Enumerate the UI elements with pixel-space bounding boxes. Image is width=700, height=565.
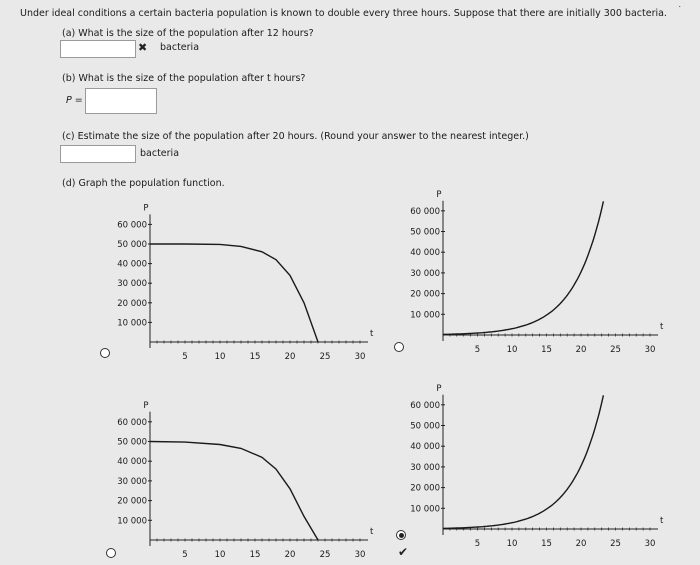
y-tick-label: 60 000 xyxy=(410,400,440,411)
part-a-answer-input[interactable] xyxy=(60,40,136,58)
y-tick-label: 50 000 xyxy=(117,240,147,250)
x-tick-label: 10 xyxy=(506,539,518,549)
y-tick-label: 20 000 xyxy=(410,289,440,300)
corner-mark: ˙ xyxy=(677,6,682,16)
y-axis-label: P xyxy=(143,203,149,214)
part-c-answer-input[interactable] xyxy=(60,145,136,163)
x-tick-label: 5 xyxy=(474,345,481,355)
part-a-unit: bacteria xyxy=(160,42,200,53)
y-tick-label: 60 000 xyxy=(410,206,440,217)
x-tick-label: 15 xyxy=(541,345,552,355)
population-curve xyxy=(443,201,603,334)
part-b-label: P = xyxy=(66,95,83,106)
y-axis-label: P xyxy=(143,400,149,411)
population-curve xyxy=(150,244,318,342)
x-tick-label: 30 xyxy=(354,550,366,560)
x-tick-label: 15 xyxy=(249,352,261,362)
x-axis-label: t xyxy=(370,527,374,537)
y-tick-label: 30 000 xyxy=(117,279,147,290)
population-curve xyxy=(443,395,603,528)
graph-option-1-radio[interactable] xyxy=(100,348,110,358)
y-tick-label: 30 000 xyxy=(117,476,147,487)
x-tick-label: 25 xyxy=(610,345,621,355)
population-curve xyxy=(150,442,318,541)
x-tick-label: 20 xyxy=(575,345,587,355)
part-d-question: (d) Graph the population function. xyxy=(62,178,225,189)
x-tick-label: 5 xyxy=(182,550,188,560)
y-tick-label: 40 000 xyxy=(410,442,440,453)
y-tick-label: 50 000 xyxy=(117,437,147,448)
x-tick-label: 10 xyxy=(214,352,226,362)
graph-option-2 xyxy=(400,190,665,355)
y-tick-label: 20 000 xyxy=(117,496,147,507)
y-axis-label: P xyxy=(436,189,442,200)
y-tick-label: 40 000 xyxy=(410,248,440,259)
y-tick-label: 20 000 xyxy=(410,483,440,494)
y-tick-label: 10 000 xyxy=(410,504,440,515)
y-tick-label: 30 000 xyxy=(410,462,440,473)
x-tick-label: 30 xyxy=(644,345,656,355)
x-tick-label: 25 xyxy=(610,539,621,549)
y-tick-label: 10 000 xyxy=(410,310,440,321)
x-tick-label: 5 xyxy=(182,352,188,362)
x-axis-label: t xyxy=(370,329,374,339)
part-a-question: (a) What is the size of the population after 12 hours? xyxy=(62,28,314,39)
x-tick-label: 10 xyxy=(506,345,518,355)
x-tick-label: 10 xyxy=(214,550,226,560)
x-tick-label: 15 xyxy=(249,550,261,560)
y-tick-label: 50 000 xyxy=(410,421,440,432)
y-tick-label: 10 000 xyxy=(117,516,147,527)
x-tick-label: 20 xyxy=(575,539,587,549)
incorrect-x-icon: ✖ xyxy=(138,41,148,54)
part-b-answer-input[interactable] xyxy=(85,88,157,114)
x-tick-label: 20 xyxy=(284,550,296,560)
x-tick-label: 25 xyxy=(319,550,331,560)
x-tick-label: 30 xyxy=(354,352,366,362)
x-axis-label: t xyxy=(660,516,664,526)
part-c-question: (c) Estimate the size of the population after 20 hours. (Round your answer to the nearest integer.) xyxy=(62,131,529,142)
graph-option-1 xyxy=(110,190,374,362)
y-tick-label: 10 000 xyxy=(117,318,147,329)
correct-check-icon: ✔ xyxy=(398,545,409,559)
y-axis-label: P xyxy=(436,383,442,394)
graph-option-4 xyxy=(400,384,665,547)
part-c-unit: bacteria xyxy=(140,148,180,159)
x-tick-label: 20 xyxy=(284,352,296,362)
y-tick-label: 40 000 xyxy=(117,457,147,468)
x-tick-label: 15 xyxy=(541,539,552,549)
y-tick-label: 60 000 xyxy=(117,417,147,428)
x-tick-label: 30 xyxy=(644,539,656,549)
y-tick-label: 20 000 xyxy=(117,298,147,309)
problem-intro: Under ideal conditions a certain bacteria population is known to double every three hours. Suppose that there are initially 300 bacteria. xyxy=(20,8,667,19)
y-tick-label: 50 000 xyxy=(410,227,440,238)
y-tick-label: 60 000 xyxy=(117,220,147,231)
graph-option-3 xyxy=(110,393,374,560)
part-b-question: (b) What is the size of the population after t hours? xyxy=(62,73,306,84)
x-axis-label: t xyxy=(660,322,664,332)
x-tick-label: 5 xyxy=(474,539,481,549)
y-tick-label: 30 000 xyxy=(410,268,440,279)
x-tick-label: 25 xyxy=(319,352,331,362)
y-tick-label: 40 000 xyxy=(117,259,147,270)
